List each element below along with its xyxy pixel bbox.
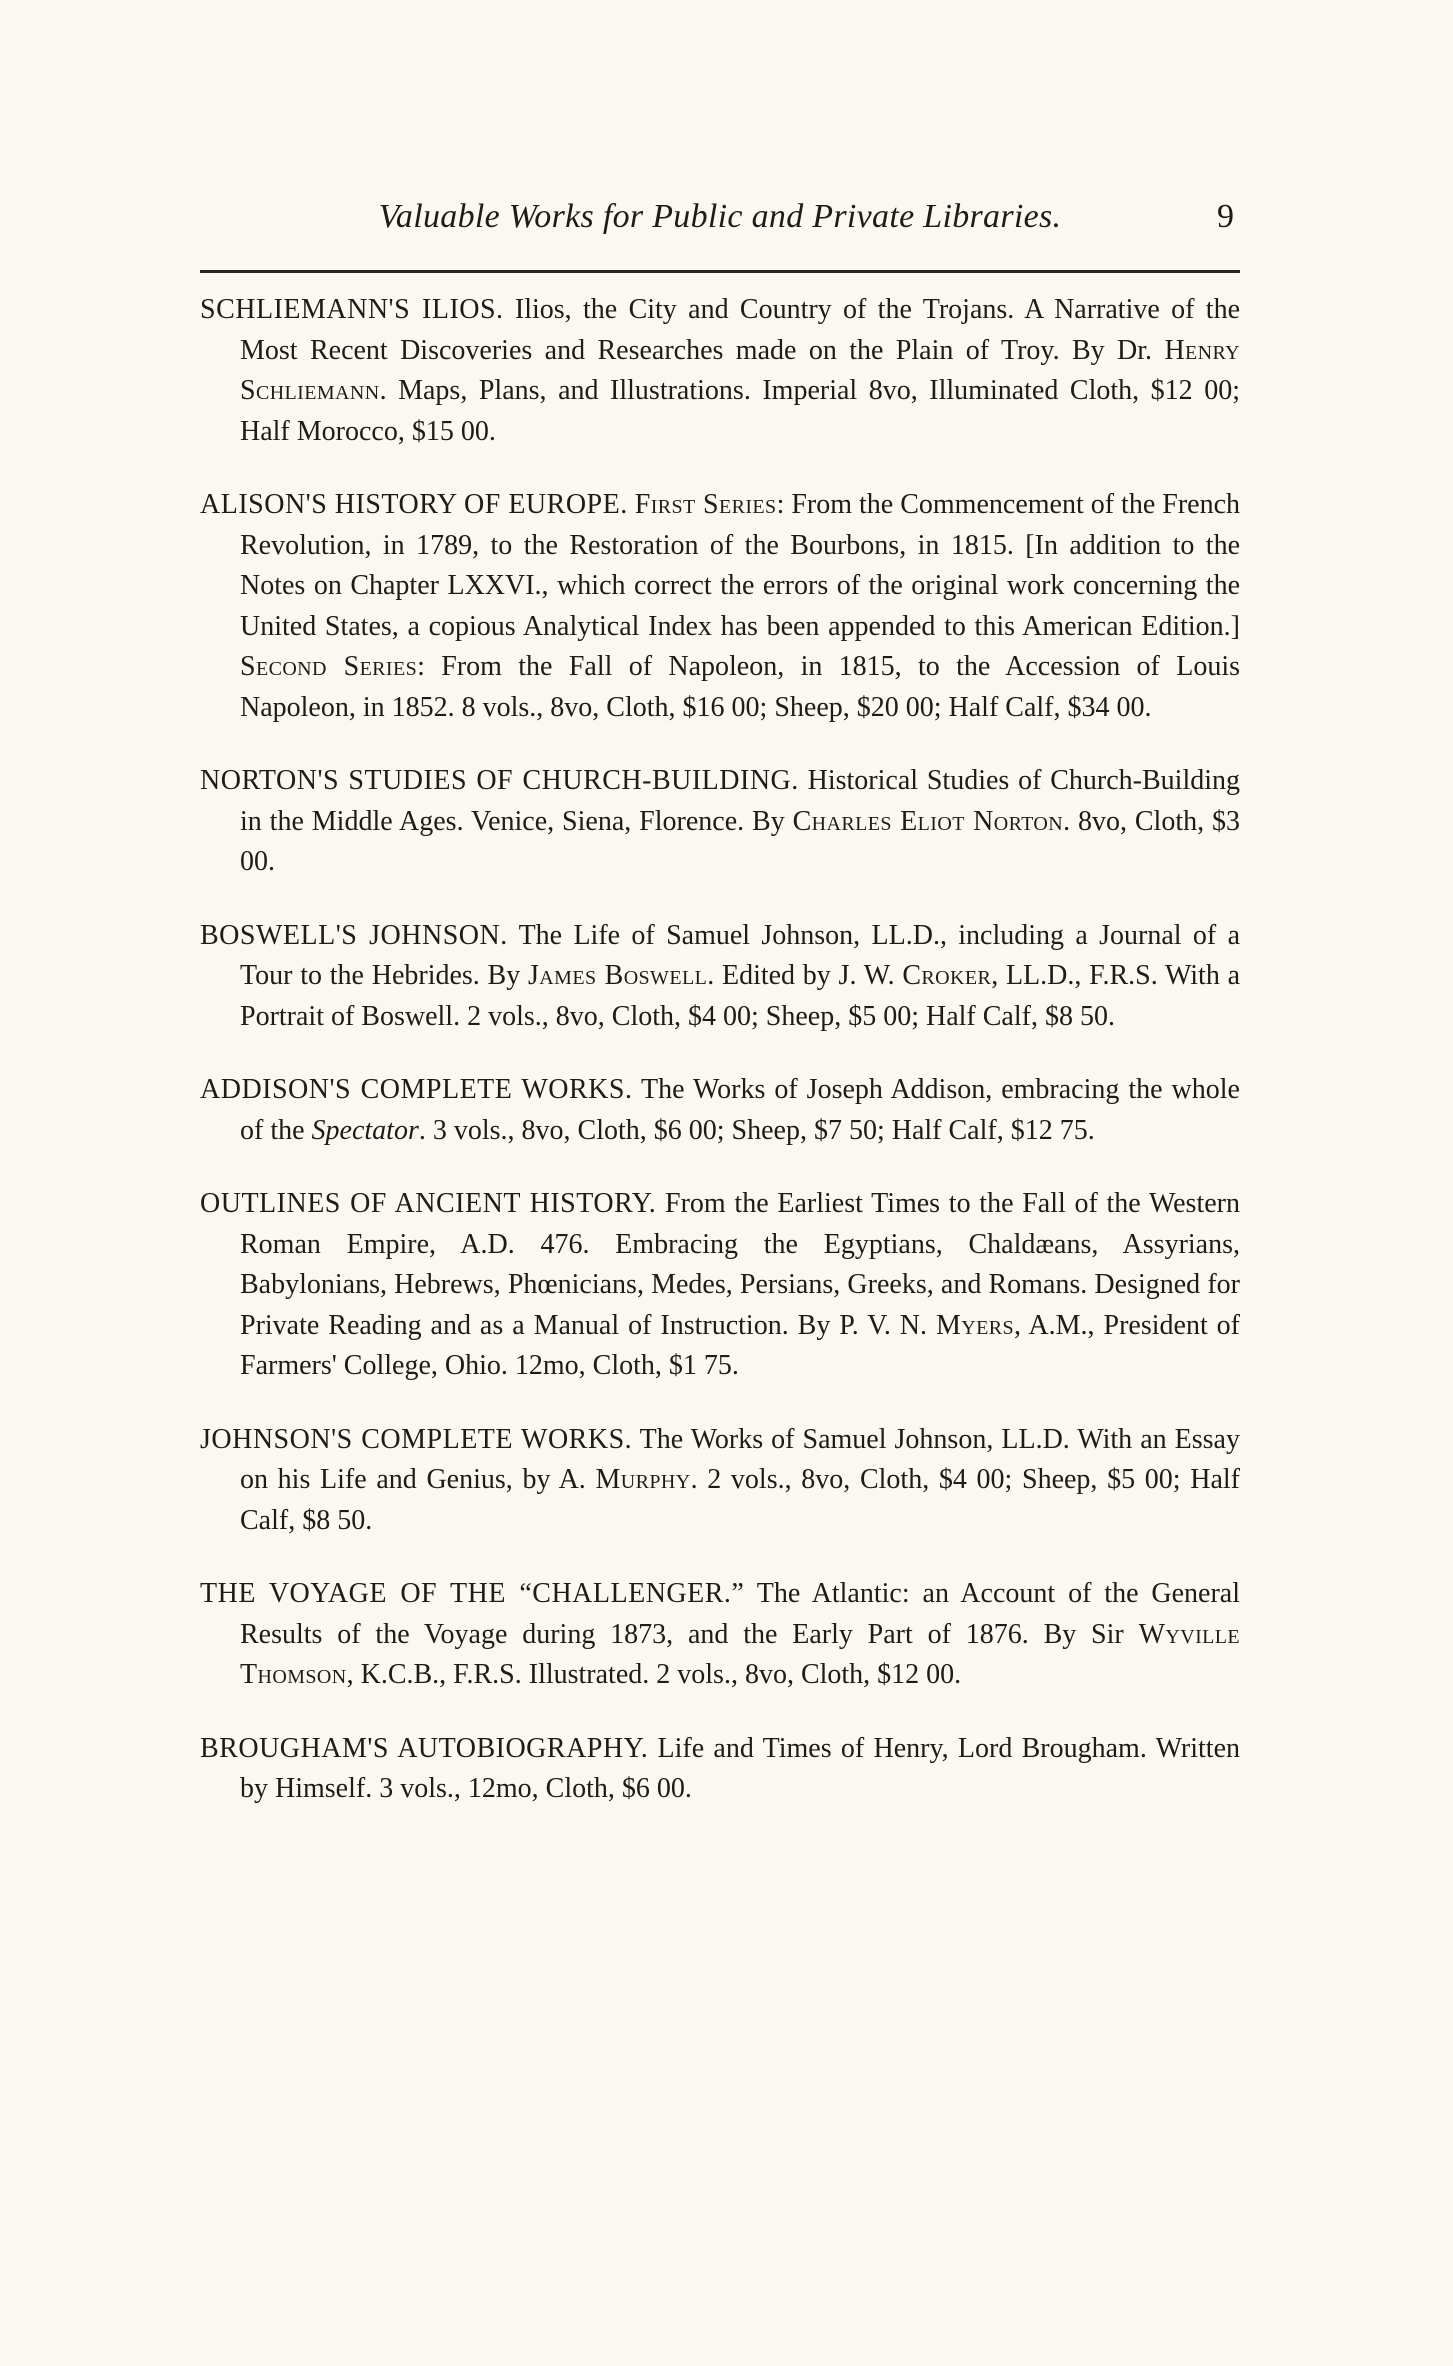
catalog-entry-johnson xyxy=(200,1420,1240,1542)
page-number: 9 xyxy=(1217,198,1234,235)
entry-author: Henry Schliemann xyxy=(240,334,1240,406)
entry-editor: Croker xyxy=(902,960,992,991)
entry-heading: NORTON'S STUDIES OF CHURCH-BUILDING. xyxy=(200,765,799,796)
entry-heading: THE VOYAGE OF THE “CHALLENGER.” xyxy=(200,1578,745,1609)
entry-author: Murphy xyxy=(595,1464,691,1495)
entry-series-label: First Series xyxy=(634,489,777,520)
entry-series-label: Second Series xyxy=(240,651,418,682)
entry-heading: BROUGHAM'S AUTOBIOGRAPHY. xyxy=(200,1732,649,1764)
catalog-entry-ancient-history xyxy=(200,1184,1240,1387)
entry-heading: BOSWELL'S JOHNSON. xyxy=(200,919,508,951)
entry-text: . Maps, Plans, and Illustrations. Imperial 8vo, Illuminated Cloth, $12 00; Half Morocco, $15 00. xyxy=(240,375,1240,447)
entry-text: The Atlantic: an Account of the General Results of the Voyage during 1873, and the Early Part of 1876. By Sir xyxy=(240,1578,1241,1650)
entry-text: Ilios, the City and Country of the Trojans. A Narrative of the Most Recent Discoveries and Researches made on the Plain of Troy. By Dr. xyxy=(240,294,1240,366)
entry-author: James Boswell xyxy=(528,960,708,991)
entry-text: . 3 vols., 8vo, Cloth, $6 00; Sheep, $7 50; Half Calf, $12 75. xyxy=(418,1114,1095,1146)
catalog-entry-brougham xyxy=(200,1729,1240,1810)
entry-author: Myers xyxy=(935,1309,1015,1341)
catalog-entry-alison xyxy=(200,485,1240,728)
entry-heading: OUTLINES OF ANCIENT HISTORY. xyxy=(200,1188,657,1219)
entry-text: . 2 vols., 8vo, Cloth, $4 00; Sheep, $5 00; Half Calf, $8 50. xyxy=(240,1464,1240,1536)
entry-text: The Life of Samuel Johnson, LL.D., including a Journal of a Tour to the Hebrides. By xyxy=(240,919,1240,991)
entry-italic-title: Spectator xyxy=(311,1114,419,1146)
entry-text: Historical Studies of Church-Building in the Middle Ages. Venice, Siena, Florence. By xyxy=(240,765,1241,837)
entry-heading: SCHLIEMANN'S ILIOS. xyxy=(200,294,504,325)
catalog-entry-boswell xyxy=(200,916,1240,1038)
entry-author: Wyville Thomson xyxy=(240,1618,1240,1690)
entry-heading: ADDISON'S COMPLETE WORKS. xyxy=(200,1074,633,1105)
entry-author: Charles Eliot Norton xyxy=(792,805,1064,837)
entry-text: , A.M., President of Farmers' College, Ohio. 12mo, Cloth, $1 75. xyxy=(240,1309,1241,1381)
header-rule xyxy=(200,270,1240,273)
entry-text: From the Earliest Times to the Fall of the Western Roman Empire, A.D. 476. Embracing the Egyptians, Chaldæans, Assyrians, Babylonians, Hebrews, Phœnicians, Medes, Persians, Greeks, and Romans. Designed for Private Reading and as a Manual of Instruction. By P. V. N. xyxy=(240,1188,1240,1341)
catalog-entry-challenger xyxy=(200,1574,1240,1696)
entry-text: : From the Commencement of the French Revolution, in 1789, to the Restoration of the Bourbons, in 1815. [In addition to the Notes on Chapter LXXVI., which correct the errors of the original work concerning the United States, a copious Analytical Index has been appended to this American Edition.] xyxy=(240,489,1241,642)
entry-text: : From the Fall of Napoleon, in 1815, to the Accession of Louis Napoleon, in 1852. 8 vols., 8vo, Cloth, $16 00; Sheep, $20 00; Half Calf, $34 00. xyxy=(240,651,1240,723)
entry-text: , LL.D., F.R.S. With a Portrait of Boswell. 2 vols., 8vo, Cloth, $4 00; Sheep, $5 00; Half Calf, $8 50. xyxy=(240,960,1241,1032)
entry-text: . Edited by J. W. xyxy=(707,960,903,991)
entry-text: , K.C.B., F.R.S. Illustrated. 2 vols., 8vo, Cloth, $12 00. xyxy=(346,1659,962,1690)
running-title: Valuable Works for Public and Private Libraries. xyxy=(378,198,1062,235)
catalog-entry-schliemann xyxy=(200,290,1240,452)
entry-text: The Works of Joseph Addison, embracing the whole of the xyxy=(240,1074,1240,1146)
catalog-entries xyxy=(200,290,1240,1843)
catalog-entry-norton xyxy=(200,761,1240,883)
page-header xyxy=(200,198,1240,258)
entry-heading: ALISON'S HISTORY OF EUROPE. xyxy=(200,489,628,520)
catalog-entry-addison xyxy=(200,1070,1240,1151)
entry-text: Life and Times of Henry, Lord Brougham. Written by Himself. 3 vols., 12mo, Cloth, $6 00. xyxy=(240,1732,1241,1804)
entry-text: The Works of Samuel Johnson, LL.D. With an Essay on his Life and Genius, by A. xyxy=(240,1423,1240,1495)
entry-heading: JOHNSON'S COMPLETE WORKS. xyxy=(200,1423,633,1455)
entry-text: . 8vo, Cloth, $3 00. xyxy=(240,805,1241,877)
